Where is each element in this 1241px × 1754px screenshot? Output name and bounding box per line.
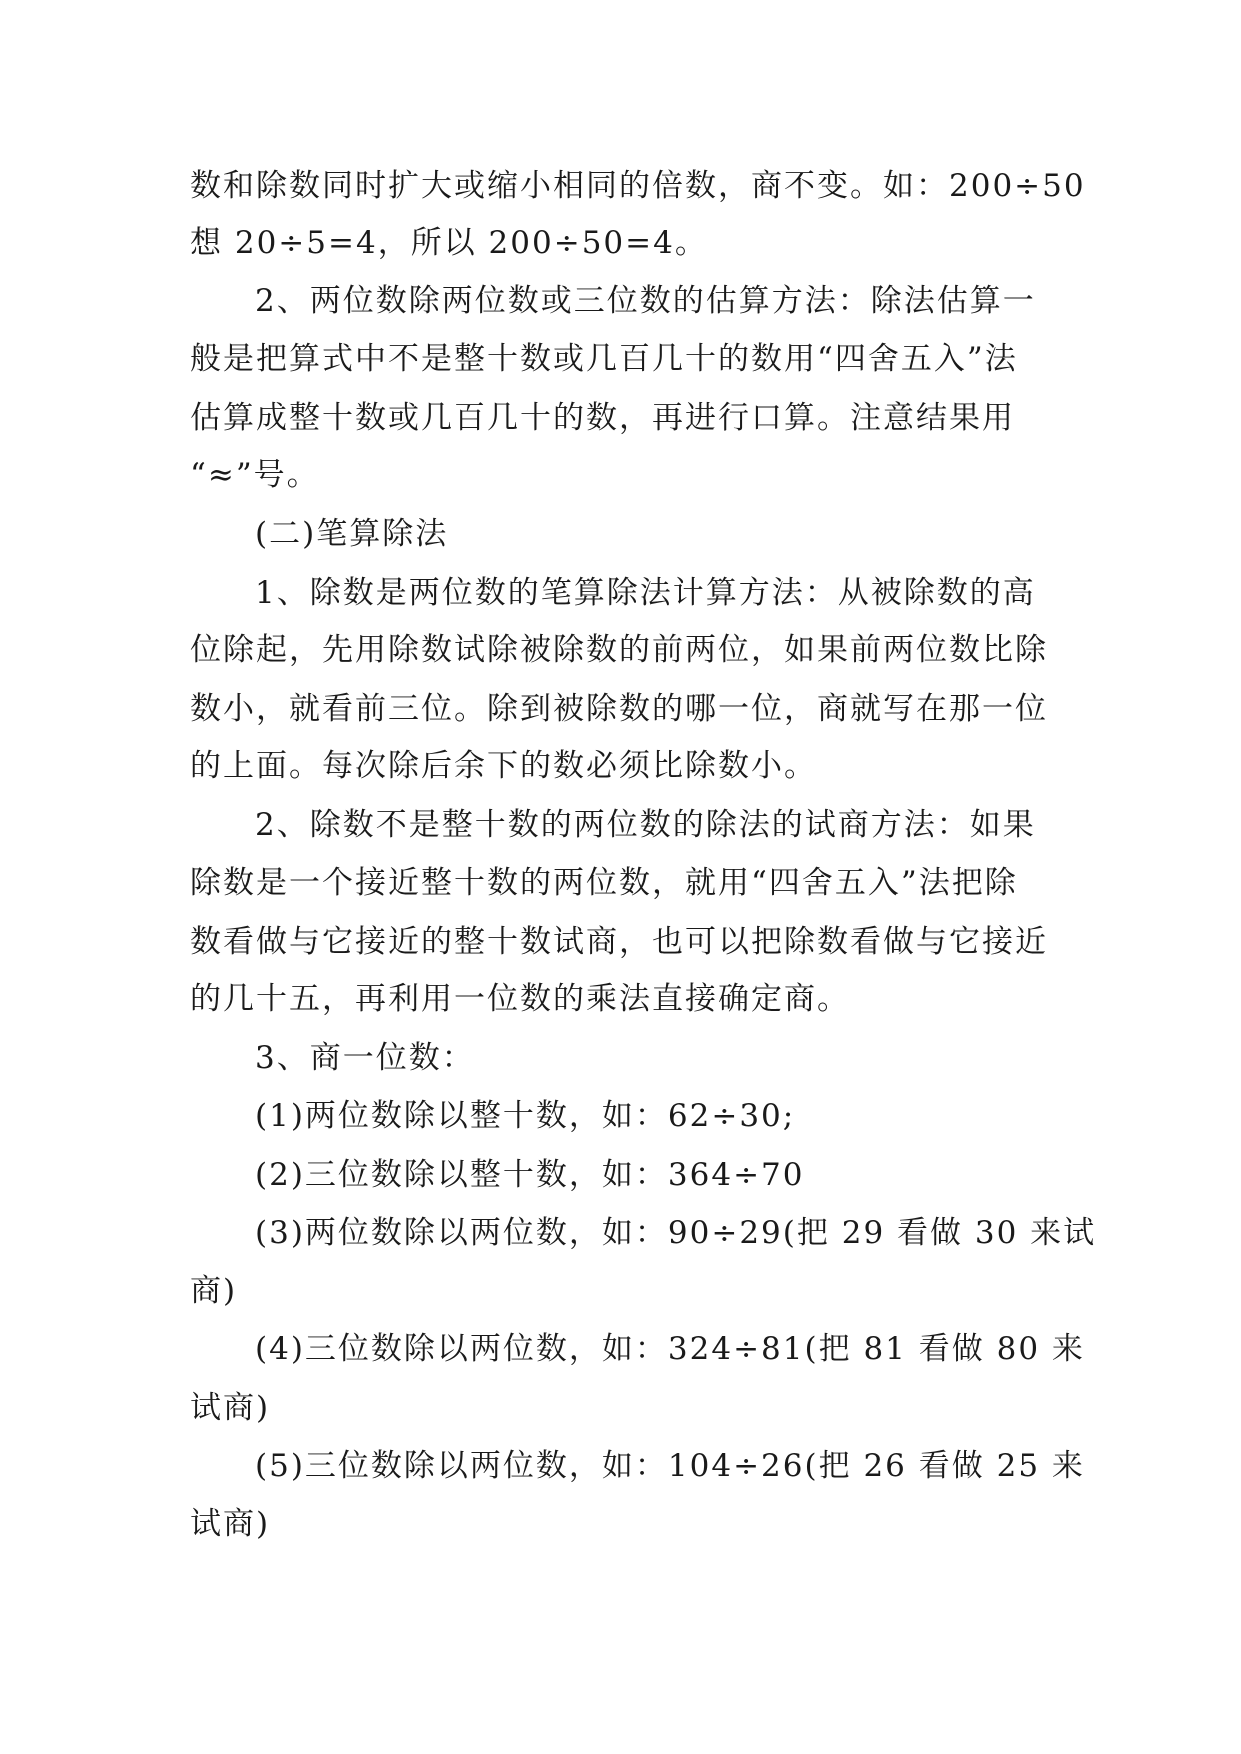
text-line: 的几十五，再利用一位数的乘法直接确定商。: [190, 981, 850, 1017]
list-item: (4)三位数除以两位数，如：324÷81(把 81 看做 80 来: [255, 1331, 1085, 1367]
list-item-continuation: 试商): [190, 1390, 271, 1426]
section-heading: (二)笔算除法: [255, 516, 449, 552]
list-item: (5)三位数除以两位数，如：104÷26(把 26 看做 25 来: [255, 1448, 1085, 1484]
text-line: 般是把算式中不是整十数或几百几十的数用“四舍五入”法: [190, 341, 1018, 377]
text-line: 想 20÷5=4，所以 200÷50=4。: [190, 225, 708, 261]
text-line: 位除起，先用除数试除被除数的前两位，如果前两位数比除: [190, 632, 1048, 668]
text-line: 的上面。每次除后余下的数必须比除数小。: [190, 748, 817, 784]
paragraph-start-line: 3、商一位数：: [255, 1040, 475, 1076]
paragraph-start-line: 2、两位数除两位数或三位数的估算方法：除法估算一: [255, 283, 1036, 319]
paragraph-start-line: 1、除数是两位数的笔算除法计算方法：从被除数的高: [255, 575, 1036, 611]
list-item: (1)两位数除以整十数，如：62÷30;: [255, 1098, 796, 1134]
list-item-continuation: 商): [190, 1273, 238, 1309]
text-line: 估算成整十数或几百几十的数，再进行口算。注意结果用: [190, 400, 1015, 436]
list-item: (2)三位数除以整十数，如：364÷70: [255, 1157, 805, 1193]
paragraph-start-line: 2、除数不是整十数的两位数的除法的试商方法：如果: [255, 807, 1036, 843]
text-line: 数和除数同时扩大或缩小相同的倍数，商不变。如：200÷50: [190, 168, 1086, 204]
text-line: “≈”号。: [190, 457, 320, 493]
list-item: (3)两位数除以两位数，如：90÷29(把 29 看做 30 来试: [255, 1215, 1097, 1251]
list-item-continuation: 试商): [190, 1506, 271, 1542]
text-line: 数小，就看前三位。除到被除数的哪一位，商就写在那一位: [190, 691, 1048, 727]
text-line: 除数是一个接近整十数的两位数，就用“四舍五入”法把除: [190, 865, 1018, 901]
text-line: 数看做与它接近的整十数试商，也可以把除数看做与它接近: [190, 924, 1048, 960]
